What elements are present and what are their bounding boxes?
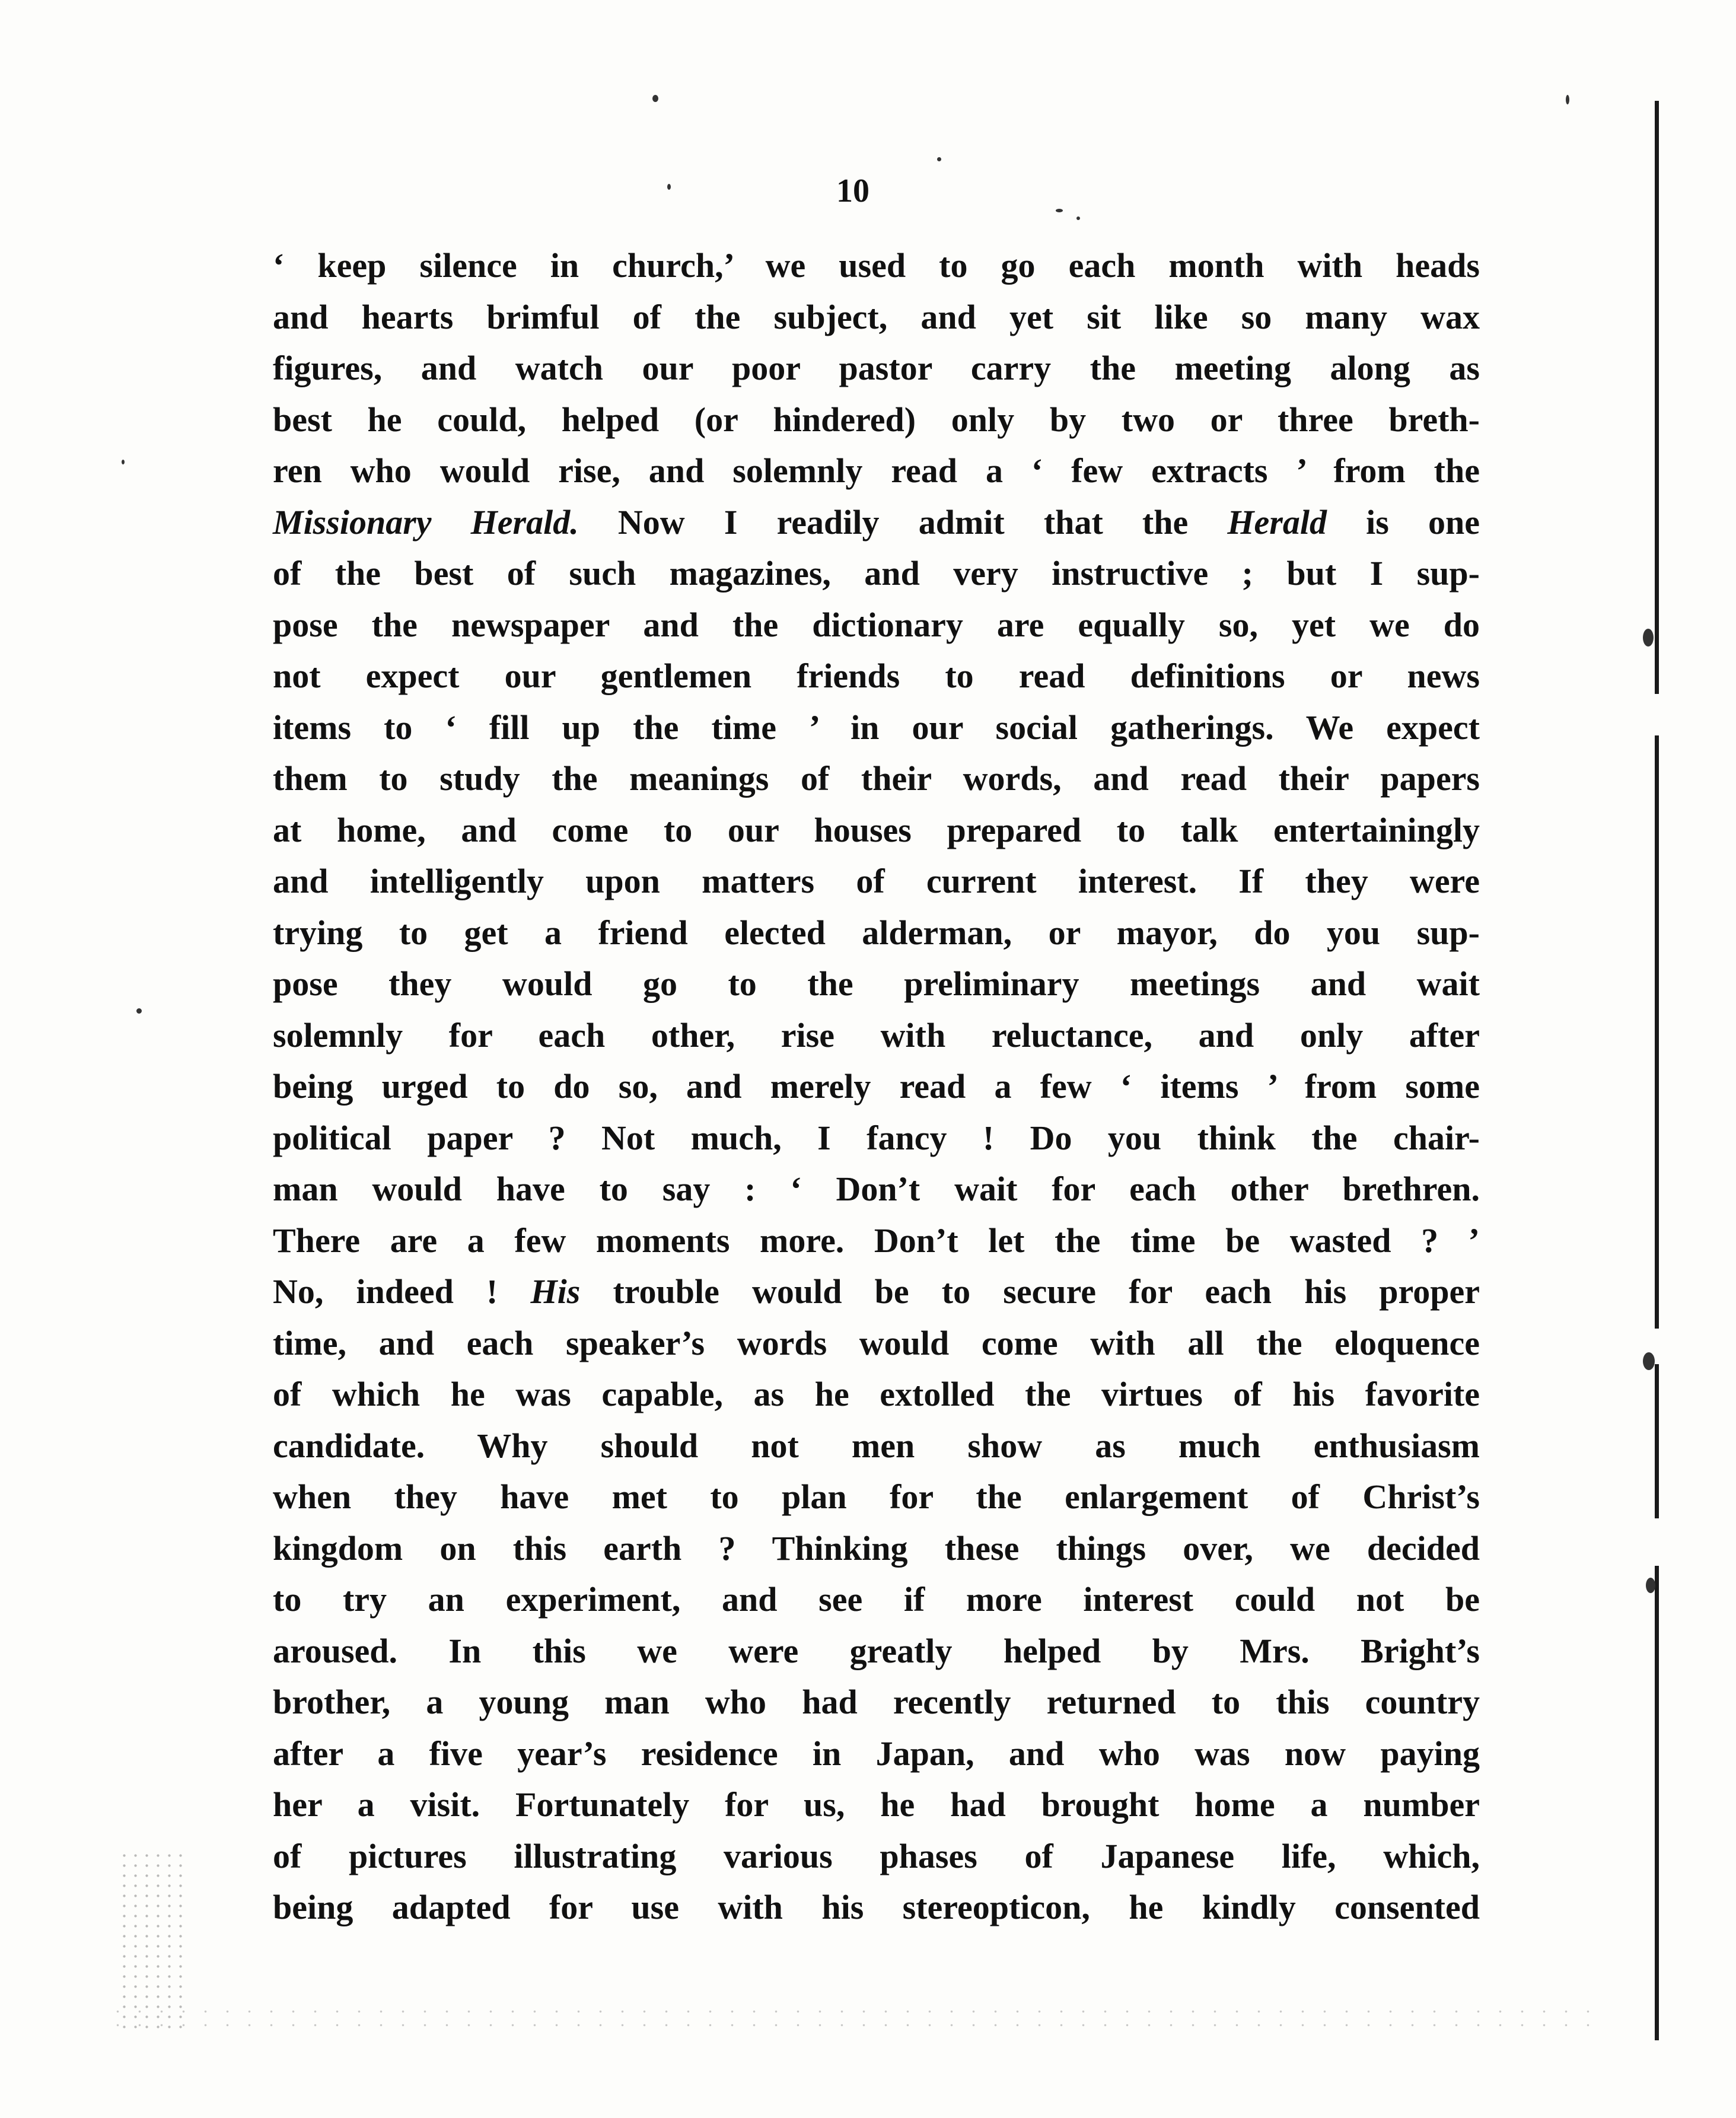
text-line: of the best of such magazines, and very instructive ; but I sup- <box>273 554 1480 593</box>
text-line: them to study the meanings of their words, and read their papers <box>273 759 1480 798</box>
text-line: candidate. Why should not men show as much enthusiasm <box>273 1426 1480 1465</box>
italic-title-text: Herald <box>1227 502 1327 542</box>
text-line: after a five year’s residence in Japan, and who was now paying <box>273 1734 1480 1773</box>
text-line <box>273 1266 1480 1318</box>
scan-speck <box>1056 209 1063 212</box>
scan-speck <box>1566 95 1569 104</box>
binding-edge-line <box>1655 101 1659 2040</box>
scan-speck <box>1646 1578 1655 1593</box>
text-line: ren who would rise, and solemnly read a ‘ few extracts ’ from the <box>273 451 1480 490</box>
scan-speck <box>136 1008 142 1014</box>
scan-speck <box>1643 629 1654 646</box>
text-line: There are a few moments more. Don’t let the time be wasted ? ’ <box>273 1221 1480 1260</box>
page-number: 10 <box>836 173 869 209</box>
text-line: pose they would go to the preliminary meetings and wait <box>273 964 1480 1003</box>
binding-edge-gap <box>1652 1518 1662 1566</box>
text-fragment: Now I readily admit that the <box>578 502 1228 542</box>
body-text <box>273 240 1480 1934</box>
italic-title-text: His <box>530 1272 581 1311</box>
text-line: to try an experiment, and see if more interest could not be <box>273 1580 1480 1619</box>
text-fragment: trouble would be to secure for each his proper <box>580 1272 1480 1311</box>
scan-noise <box>119 1851 184 2028</box>
text-line: at home, and come to our houses prepared to talk entertainingly <box>273 810 1480 849</box>
text-line: pose the newspaper and the dictionary are equally so, yet we do <box>273 605 1480 644</box>
text-line: of which he was capable, as he extolled the virtues of his favorite <box>273 1375 1480 1413</box>
text-line: man would have to say : ‘ Don’t wait for each other brethren. <box>273 1170 1480 1208</box>
text-line: ‘ keep silence in church,’ we used to go each month with heads <box>273 246 1480 285</box>
text-fragment: is one <box>1326 502 1480 542</box>
text-line: and hearts brimful of the subject, and yet sit like so many wax <box>273 297 1480 336</box>
scan-speck <box>652 95 658 102</box>
text-line: when they have met to plan for the enlargement of Christ’s <box>273 1477 1480 1516</box>
text-line: time, and each speaker’s words would come with all the eloquence <box>273 1323 1480 1362</box>
binding-edge-gap <box>1652 694 1662 735</box>
italic-title-text: Missionary Herald. <box>273 502 579 542</box>
scan-speck <box>1643 1352 1655 1370</box>
text-line: figures, and watch our poor pastor carry the meeting along as <box>273 349 1480 387</box>
text-fragment: No, indeed ! <box>273 1272 531 1311</box>
text-line: best he could, helped (or hindered) only by two or three breth- <box>273 400 1480 439</box>
text-line: solemnly for each other, rise with reluctance, and only after <box>273 1015 1480 1055</box>
text-line: being urged to do so, and merely read a few ‘ items ’ from some <box>273 1067 1480 1106</box>
text-line: and intelligently upon matters of current interest. If they were <box>273 862 1480 900</box>
text-line: aroused. In this we were greatly helped by Mrs. Bright’s <box>273 1631 1480 1670</box>
text-line <box>273 497 1480 549</box>
scan-speck <box>1076 216 1080 220</box>
text-line: brother, a young man who had recently returned to this country <box>273 1683 1480 1721</box>
text-line: her a visit. Fortunately for us, he had brought home a number <box>273 1785 1480 1824</box>
text-line: of pictures illustrating various phases of Japanese life, which, <box>273 1836 1480 1875</box>
scan-speck <box>122 460 125 464</box>
text-line: political paper ? Not much, I fancy ! Do you think the chair- <box>273 1118 1480 1157</box>
text-line: being adapted for use with his stereopticon, he kindly consented <box>273 1888 1480 1926</box>
scan-speck <box>937 157 941 161</box>
scan-speck <box>667 184 671 190</box>
text-line: kingdom on this earth ? Thinking these things over, we decided <box>273 1528 1480 1568</box>
text-line: not expect our gentlemen friends to read definitions or news <box>273 657 1480 695</box>
text-line: items to ‘ fill up the time ’ in our social gatherings. We expect <box>273 708 1480 747</box>
text-line: trying to get a friend elected alderman, or mayor, do you sup- <box>273 913 1480 952</box>
scan-noise <box>107 2005 1590 2034</box>
